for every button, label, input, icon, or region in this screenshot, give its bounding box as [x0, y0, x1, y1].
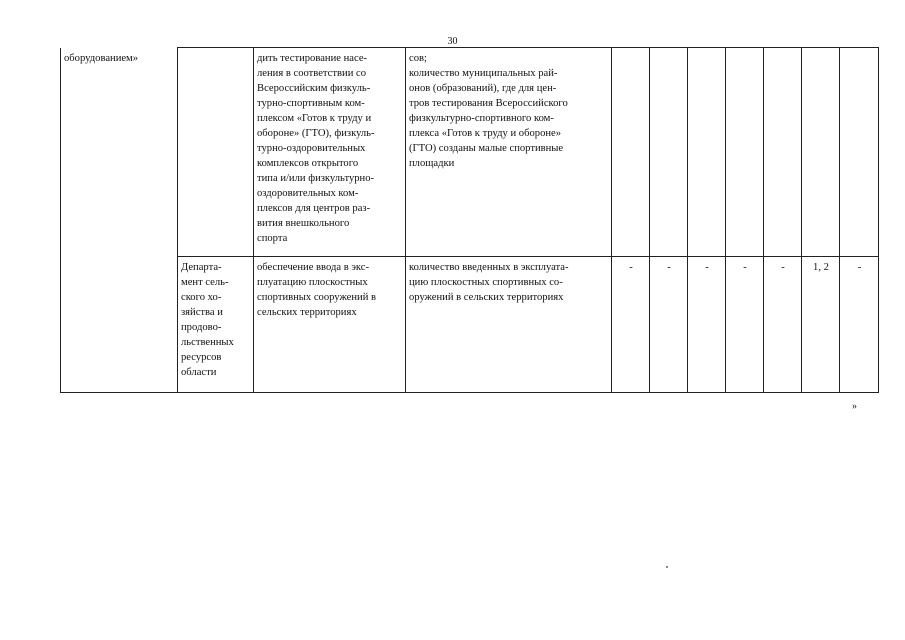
indicator-lines — [409, 51, 609, 171]
cell-value: 1, 2 — [802, 257, 840, 393]
cell-value — [802, 48, 840, 257]
text-line: вития внешкольного — [257, 218, 350, 229]
text-line: обороне» (ГТО), физкуль- — [257, 128, 375, 139]
text-line: оздоровительных ком- — [257, 188, 359, 199]
cell-value: - — [688, 257, 726, 393]
cell-value — [612, 48, 650, 257]
cell-value: - — [726, 257, 764, 393]
text-line: сельских территориях — [257, 307, 357, 318]
text-line: ресурсов — [181, 352, 222, 363]
text-line: плексом «Готов к труду и — [257, 113, 372, 124]
cell-task — [254, 48, 406, 257]
cell-indicator — [406, 257, 612, 393]
text-line: обеспечение ввода в экс- — [257, 262, 370, 273]
text-line: Департа- — [181, 262, 222, 273]
cell-executor — [178, 48, 254, 257]
cell-value — [764, 48, 802, 257]
text-line: комплексов открытого — [257, 158, 359, 169]
text-line: ского хо- — [181, 292, 222, 303]
document-table — [60, 47, 879, 393]
cell-executor — [178, 257, 254, 393]
cell-value: - — [764, 257, 802, 393]
text-line: онов (образований), где для цен- — [409, 83, 557, 94]
text-line: зяйства и — [181, 307, 223, 318]
text-line: количество муниципальных рай- — [409, 68, 558, 79]
text-line: плексов для центров раз- — [257, 203, 371, 214]
text-line: оружений в сельских территориях — [409, 292, 564, 303]
text-line: ления в соответствии со — [257, 68, 367, 79]
closing-quote: » — [852, 401, 857, 412]
task-lines — [257, 51, 403, 246]
text-line: спорта — [257, 233, 288, 244]
cell-value: - — [650, 257, 688, 393]
text-line: спортивных сооружений в — [257, 292, 377, 303]
cell-value — [726, 48, 764, 257]
text-line: площадки — [409, 158, 455, 169]
indicator-lines — [409, 260, 609, 305]
cell-indicator — [406, 48, 612, 257]
cell-task — [254, 257, 406, 393]
text-line: физкультурно-спортивного ком- — [409, 113, 554, 124]
cell-value: - — [612, 257, 650, 393]
executor-lines — [181, 260, 251, 380]
cell-value: - — [840, 257, 879, 393]
text-line: типа и/или физкультурно- — [257, 173, 375, 184]
text-line: продово- — [181, 322, 222, 333]
task-lines — [257, 260, 403, 320]
cell-event-name: оборудованием» — [61, 48, 178, 393]
text-line: плекса «Готов к труду и обороне» — [409, 128, 562, 139]
cell-value — [650, 48, 688, 257]
text-line: Всероссийским физкуль- — [257, 83, 371, 94]
page-number: 30 — [447, 36, 458, 47]
text-line: льственных — [181, 337, 234, 348]
text-line: сов; — [409, 53, 427, 64]
cell-value — [840, 48, 879, 257]
cell-value — [688, 48, 726, 257]
table-row — [61, 257, 879, 393]
text-line: турно-оздоровительных — [257, 143, 366, 154]
scan-artifact — [666, 566, 668, 568]
text-line: тров тестирования Всероссийского — [409, 98, 568, 109]
table-row — [61, 48, 879, 257]
text-line: цию плоскостных спортивных со- — [409, 277, 563, 288]
text-line: турно-спортивным ком- — [257, 98, 365, 109]
text-line: области — [181, 367, 217, 378]
text-line: плуатацию плоскостных — [257, 277, 368, 288]
text-line: количество введенных в эксплуата- — [409, 262, 569, 273]
text-line: (ГТО) созданы малые спортивные — [409, 143, 564, 154]
text-line: дить тестирование насе- — [257, 53, 368, 64]
text-line: мент сель- — [181, 277, 229, 288]
